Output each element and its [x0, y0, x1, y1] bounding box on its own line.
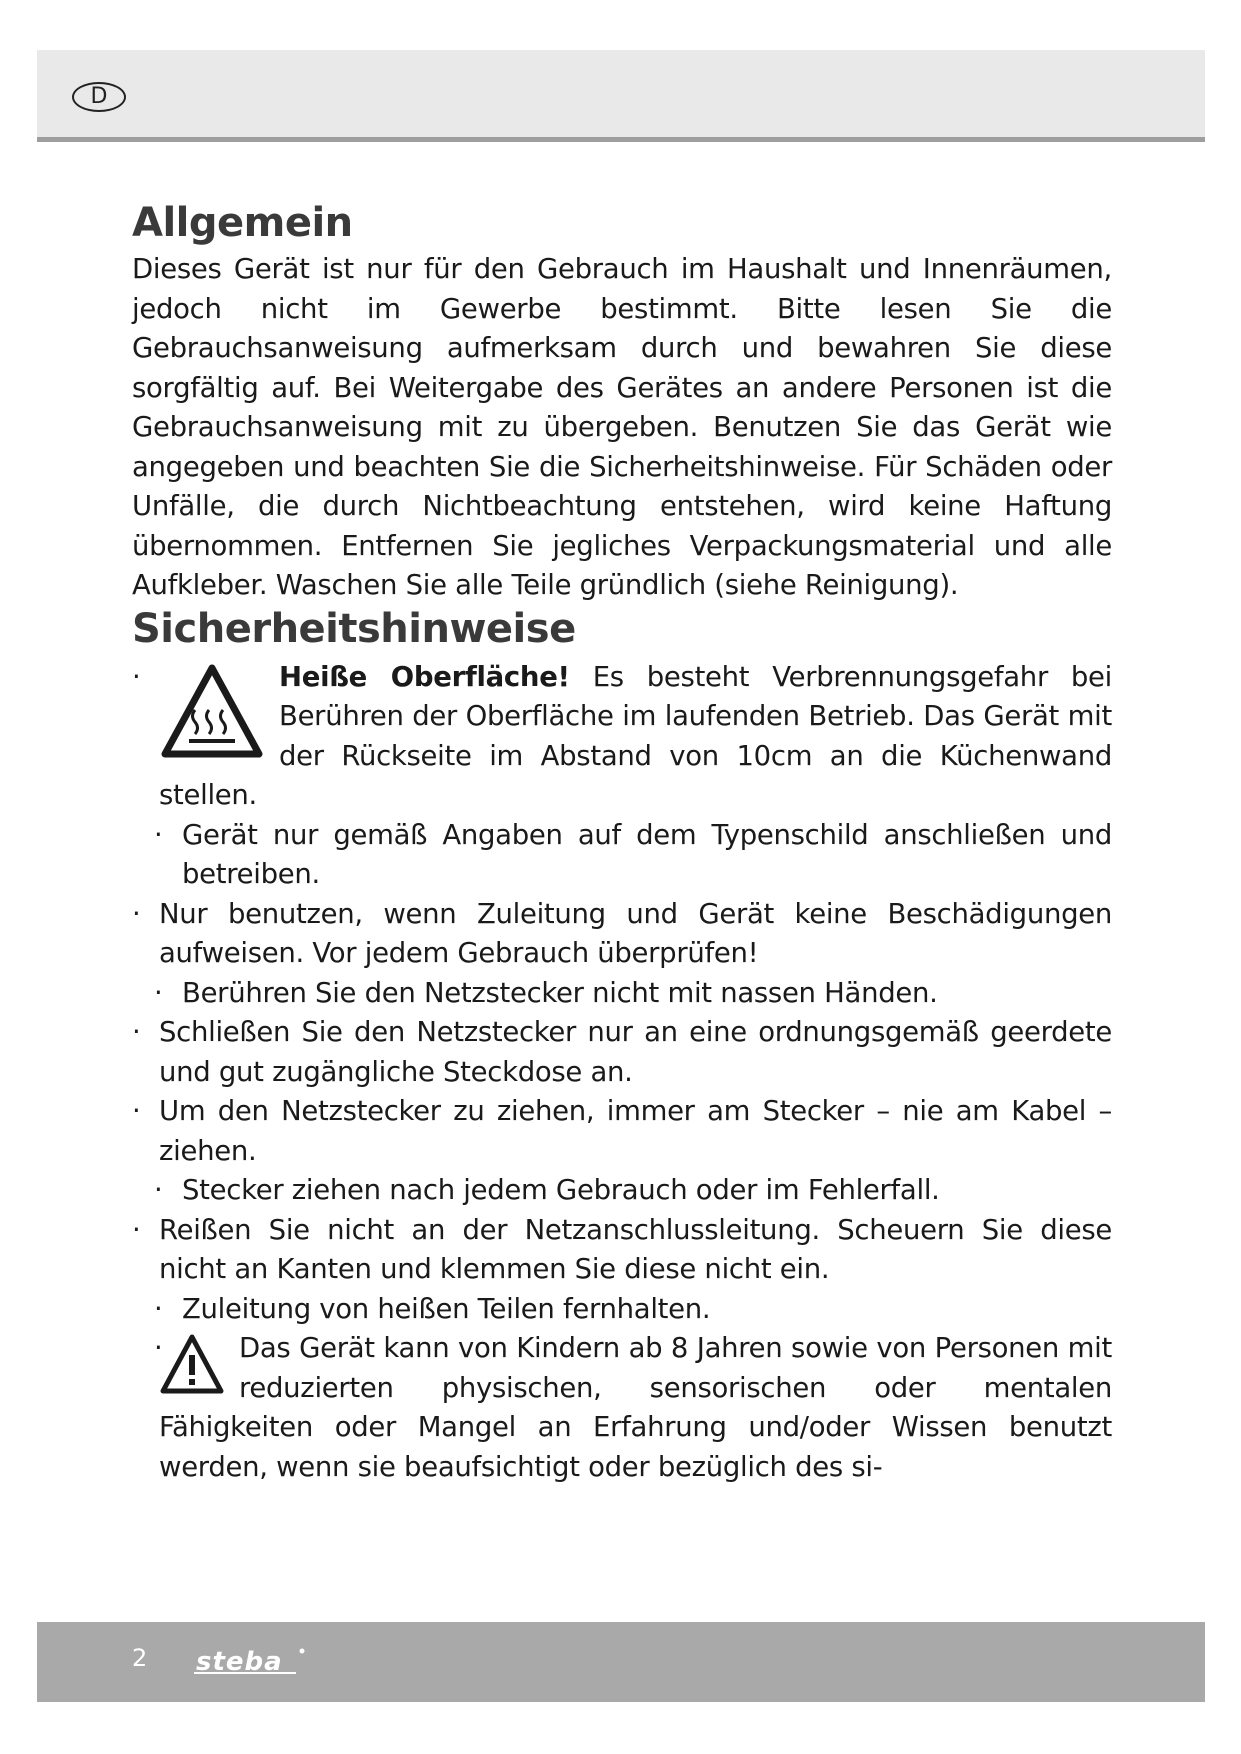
hot-surface-body: Es besteht Verbrennungsgefahr bei Berühren der Oberfläche im laufenden Betrieb. Das Gerät mit der Rückseite im Abstand von 10cm an die Küchenwand stellen.	[159, 660, 1112, 811]
list-item	[132, 974, 1112, 1014]
bullet: ·	[154, 1292, 163, 1325]
bullet: ·	[154, 1332, 163, 1364]
bullet: ·	[132, 660, 141, 693]
page-header	[37, 50, 1205, 142]
list-item-text: Gerät nur gemäß Angaben auf dem Typenschild anschließen und betreiben.	[182, 818, 1112, 890]
list-item	[132, 895, 1112, 974]
list-item	[132, 1171, 1112, 1211]
bullet: ·	[154, 818, 163, 851]
page-number: 2	[132, 1644, 148, 1672]
bullet: ·	[132, 897, 141, 930]
bullet: ·	[132, 1213, 141, 1246]
children-warning	[132, 1329, 1112, 1487]
list-item-text: Um den Netzstecker zu ziehen, immer am Stecker – nie am Kabel – ziehen.	[159, 1095, 1112, 1167]
general-text: Dieses Gerät ist nur für den Gebrauch im Haushalt und Innenräumen, jedoch nicht im Gewerbe bestimmt. Bitte lesen Sie die Gebrauchsanweisung aufmerksam durch und bewahren Sie diese sorgfältig auf. Bei Weitergabe des Gerätes an andere Personen ist die Gebrauchsanweisung mit zu übergeben. Benutzen Sie das Gerät wie angegeben und beachten Sie die Sicherheitshinweise. Für Schäden oder Unfälle, die durch Nichtbeachtung entstehen, wird keine Haftung übernommen. Entfernen Sie jegliches Verpackungsmaterial und alle Aufkleber. Waschen Sie alle Teile gründlich (siehe Reinigung).	[132, 253, 1112, 601]
bullet: ·	[154, 976, 163, 1009]
list-item	[132, 1092, 1112, 1171]
list-item	[132, 816, 1112, 895]
hot-surface-heading: Heiße Oberfläche!	[279, 660, 570, 693]
bullet: ·	[132, 1016, 141, 1048]
general-title: Allgemein	[132, 200, 353, 246]
hot-surface-text	[159, 661, 1112, 812]
general-warning-icon	[159, 1333, 225, 1397]
page-content	[132, 200, 1112, 1487]
list-item-text: Berühren Sie den Netzstecker nicht mit nassen Händen.	[182, 976, 938, 1009]
list-item-text: Stecker ziehen nach jedem Gebrauch oder im Fehlerfall.	[182, 1174, 940, 1206]
safety-title: Sicherheitshinweise	[132, 605, 576, 652]
bullet: ·	[154, 1174, 163, 1206]
list-item-text: Nur benutzen, wenn Zuleitung und Gerät keine Beschädigungen aufweisen. Vor jedem Gebrauch überprüfen!	[159, 897, 1112, 969]
steba-logo	[192, 1642, 312, 1682]
language-badge: D	[72, 82, 126, 112]
safety-list	[132, 658, 1112, 1488]
list-item	[132, 1013, 1112, 1092]
list-item	[132, 1290, 1112, 1330]
list-item-text: Reißen Sie nicht an der Netzanschlussleitung. Scheuern Sie diese nicht an Kanten und klemmen Sie diese nicht ein.	[159, 1213, 1112, 1285]
hot-surface-warning-icon	[159, 662, 265, 762]
list-item	[132, 1211, 1112, 1290]
children-warning-text: Das Gerät kann von Kindern ab 8 Jahren sowie von Personen mit reduzierten physischen, sensorischen oder mentalen Fähigkeiten oder Mangel an Erfahrung und/oder Wissen benutzt werden, wenn sie beaufsichtigt oder bezüglich des si-	[159, 1332, 1112, 1483]
list-item-text: Zuleitung von heißen Teilen fernhalten.	[182, 1292, 711, 1325]
page-footer	[37, 1622, 1205, 1702]
bullet: ·	[132, 1095, 141, 1127]
list-item-text: Schließen Sie den Netzstecker nur an eine ordnungsgemäß geerdete und gut zugängliche Steckdose an.	[159, 1016, 1112, 1088]
hot-surface-warning	[132, 658, 1112, 816]
steba-logo-text: steba	[196, 1647, 283, 1677]
